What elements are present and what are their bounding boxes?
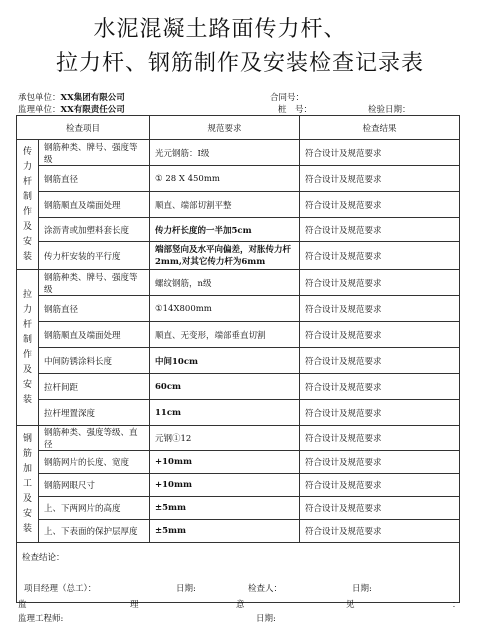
table-row <box>17 374 460 400</box>
item-cell: 钢筋直径 <box>39 166 150 192</box>
table-row <box>17 140 460 166</box>
col-header-result: 检查结果 <box>300 116 460 140</box>
table-row <box>17 451 460 474</box>
spec-cell: 顺直、无变形，端部垂直切割 <box>150 322 300 348</box>
opinion-colon: ： <box>452 600 461 610</box>
spec-cell: 60cm <box>150 374 300 400</box>
station-label: 桩 号： <box>278 105 313 115</box>
spec-cell: 顺直、端部切割平整 <box>150 192 300 218</box>
result-cell: 符合设计及规范要求 <box>300 520 460 543</box>
result-cell: 符合设计及规范要求 <box>300 140 460 166</box>
table-row <box>17 166 460 192</box>
pm-date-label: 日期: <box>176 584 196 594</box>
table-row <box>17 348 460 374</box>
table-row <box>17 296 460 322</box>
table-row <box>17 270 460 296</box>
result-cell: 符合设计及规范要求 <box>300 192 460 218</box>
result-cell: 符合设计及规范要求 <box>300 451 460 474</box>
item-cell: 钢筋直径 <box>39 296 150 322</box>
result-cell: 符合设计及规范要求 <box>300 322 460 348</box>
opinion-char-4: 见 <box>346 600 355 610</box>
item-cell: 上、下两网片的高度 <box>39 497 150 520</box>
table-row <box>17 474 460 497</box>
table-row <box>17 400 460 426</box>
item-cell: 拉杆埋置深度 <box>39 400 150 426</box>
section-label-dowel: 传力杆制作及安装 <box>17 140 39 270</box>
spec-cell: ① 28 X 450mm <box>150 166 300 192</box>
spec-cell: 端部竖向及水平向偏差，对胀传力杆2mm,对其它传力杆为6mm <box>150 242 300 270</box>
item-cell: 拉杆间距 <box>39 374 150 400</box>
inspection-table <box>16 115 460 603</box>
result-cell: 符合设计及规范要求 <box>300 242 460 270</box>
document-title-line1: 水泥混凝土路面传力杆、 <box>93 17 347 42</box>
document-title-line2: 拉力杆、钢筋制作及安装检查记录表 <box>55 51 424 76</box>
result-cell: 符合设计及规范要求 <box>300 374 460 400</box>
contractor-value: XX集团有限公司 <box>60 93 125 103</box>
result-cell: 符合设计及规范要求 <box>300 426 460 451</box>
spec-cell: +10mm <box>150 474 300 497</box>
spec-cell: ±5mm <box>150 520 300 543</box>
col-header-item: 检查项目 <box>17 116 150 140</box>
spec-cell: ①14X800mm <box>150 296 300 322</box>
spec-cell: 11cm <box>150 400 300 426</box>
col-header-spec: 规范要求 <box>150 116 300 140</box>
supervisor-label: 监理单位： <box>18 105 61 115</box>
table-row <box>17 426 460 451</box>
inspector-date-label: 日期: <box>352 584 372 594</box>
result-cell: 符合设计及规范要求 <box>300 348 460 374</box>
section-label-tiebar: 拉力杆制作及安装 <box>17 270 39 426</box>
result-cell: 符合设计及规范要求 <box>300 218 460 242</box>
spec-cell: ±5mm <box>150 497 300 520</box>
spec-cell: +10mm <box>150 451 300 474</box>
spec-cell: 元钢①12 <box>150 426 300 451</box>
opinion-char-3: 意 <box>236 600 245 610</box>
result-cell: 符合设计及规范要求 <box>300 400 460 426</box>
result-cell: 符合设计及规范要求 <box>300 270 460 296</box>
table-row <box>17 322 460 348</box>
spec-cell: 中间10cm <box>150 348 300 374</box>
inspector-label: 检查人： <box>248 584 283 594</box>
engineer-date-label: 日期: <box>256 614 276 624</box>
item-cell: 传力杆安装的平行度 <box>39 242 150 270</box>
item-cell: 钢筋网眼尺寸 <box>39 474 150 497</box>
item-cell: 钢筋顺直及端面处理 <box>39 322 150 348</box>
spec-cell: 光元钢筋：I级 <box>150 140 300 166</box>
result-cell: 符合设计及规范要求 <box>300 296 460 322</box>
item-cell: 钢筋顺直及端面处理 <box>39 192 150 218</box>
table-row <box>17 218 460 242</box>
item-cell: 钢筋网片的长度、宽度 <box>39 451 150 474</box>
spec-cell: 螺纹钢筋，n级 <box>150 270 300 296</box>
project-manager-label: 项目经理（总工）： <box>24 584 97 594</box>
section-label-rebar: 钢筋加工及安装 <box>17 426 39 543</box>
result-cell: 符合设计及规范要求 <box>300 474 460 497</box>
item-cell: 钢筋种类、牌号、强度等级 <box>39 140 150 166</box>
supervisor-row <box>18 103 125 115</box>
opinion-char-1: 监 <box>18 600 27 610</box>
result-cell: 符合设计及规范要求 <box>300 497 460 520</box>
item-cell: 钢筋种类、牌号、强度等级 <box>39 270 150 296</box>
result-cell: 符合设计及规范要求 <box>300 166 460 192</box>
table-row <box>17 520 460 543</box>
item-cell: 钢筋种类、强度等级、直径 <box>39 426 150 451</box>
item-cell: 涂沥青或加塑料套长度 <box>39 218 150 242</box>
table-row <box>17 497 460 520</box>
table-row <box>17 242 460 270</box>
item-cell: 中间防锈涂料长度 <box>39 348 150 374</box>
contract-no-label: 合同号： <box>270 93 305 103</box>
contractor-row <box>18 91 125 103</box>
contractor-label: 承包单位： <box>18 93 61 103</box>
opinion-char-2: 理 <box>130 600 139 610</box>
item-cell: 上、下表面的保护层厚度 <box>39 520 150 543</box>
table-header-row <box>17 116 460 140</box>
inspect-date-label: 检验日期： <box>368 105 411 115</box>
spec-cell: 传力杆长度的一半加5cm <box>150 218 300 242</box>
supervisor-value: XX有限责任公司 <box>60 105 125 115</box>
conclusion-label: 检查结论： <box>22 553 65 563</box>
engineer-label: 监理工程师: <box>18 614 64 624</box>
table-row <box>17 192 460 218</box>
